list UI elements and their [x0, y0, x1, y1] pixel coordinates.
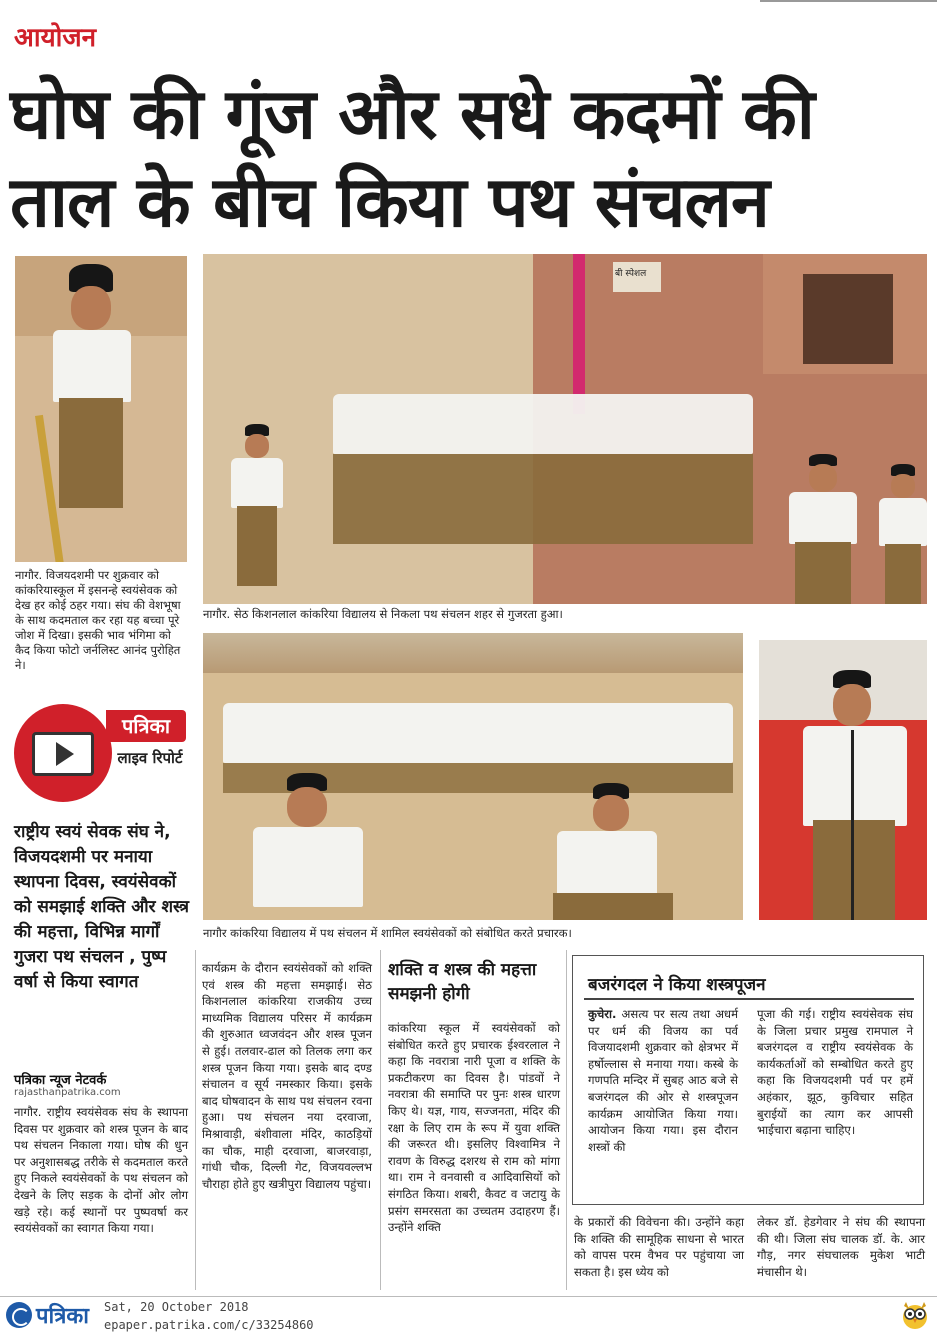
article-col-3: कांकरिया स्कूल में स्वयंसेवकों को संबोधित करते हुए प्रचारक ईश्वरलाल ने कहा कि नवरात्रा नारी पूजा व शक्ति के प्रकटीकरण का दिवस है। पांडवों ने नवरात्रा की समाप्ति पर पुनः शस्त्र धारण किए थे। यज्ञ, गाय, सज्जनता, मंदिर की रक्षा के लिए राम के रूप में युवा शक्ति की जरूरत थी। इसलिए विश्वामित्र ने रावण के विरुद्ध दशरथ से राम को मांगा था। राम ने वनवासी व आदिवासियों को संगठित किया। शबरी, कैवट व जटायु के प्रसंग समरसता का उच्चतम उदाहरण हैं। उन्होंने शक्ति	[388, 1021, 560, 1235]
footer-date: Sat, 20 October 2018	[104, 1300, 249, 1314]
byline: पत्रिका न्यूज नेटवर्क	[14, 1073, 107, 1088]
headline: घोष की गूंज और सधे कदमों की ताल के बीच किया पथ संचलन	[10, 73, 814, 243]
speaker-photo	[759, 640, 927, 920]
box-title-rule	[584, 998, 914, 1000]
march-photo	[203, 254, 927, 604]
top-rule	[760, 0, 937, 2]
live-brand: पत्रिका	[106, 710, 186, 742]
child-photo	[15, 256, 187, 562]
article-col-5: लेकर डॉ. हेडगेवार ने संघ की स्थापना की थी। जिला संघ चालक डॉ. के. आर गौड़, नगर संघचालक मुकेश भाटी मंचासीन थे।	[757, 1215, 925, 1279]
article-col-2: कार्यक्रम के दौरान स्वयंसेवकों को शक्ति एवं शस्त्र की महत्ता समझाई। सेठ किशनलाल कांकरिया राजकीय उच्च माध्यमिक विद्यालय परिसर में कार्यक्रम की शुरुआत ध्वजवंदन और शस्त्र पूजन से हुई। तलवार-ढाल को तिलक लगा कर शस्त्र पूजन किया गया। इसके बाद दण्ड संचालन व सूर्य नमस्कार किया। इसके बाद घोषवादन के साथ पथ संचलन रवना हुआ। पथ संचलन नया दरवाजा, मिश्रावाड़ी, बंशीवाला मंदिर, काठड़ियों का चौक, माही दरवाजा, बाजरवाड़ा, गांधी चौक, दिल्ली गेट, विजयवल्लभ चौराहा होते हुए खत्रीपुरा विद्यालय पहुंचा।	[202, 961, 372, 1191]
seated-photo-caption: नागौर कांकरिया विद्यालय में पथ संचलन में शामिल स्वयंसेवकों को संबोधित करते प्रचारक।	[203, 926, 572, 940]
summary: राष्ट्रीय स्वयं सेवक संघ ने, विजयदशमी पर मनाया स्थापना दिवस, स्वयंसेवकों को समझाई शक्ति और शस्त्र की महत्ता, विभिन्न मार्गों गुजरा पथ संचलन , पुष्प वर्षा से किया स्वागत	[14, 822, 190, 992]
footer-url[interactable]: epaper.patrika.com/c/33254860	[104, 1318, 314, 1332]
column-rule	[195, 950, 196, 1290]
article-subhead: शक्ति व शस्त्र की महत्ता समझनी होगी	[388, 960, 537, 1004]
box-left-text	[588, 1006, 738, 1155]
box-right-text: पूजा की गई। राष्ट्रीय स्वयंसेवक संघ के जिला प्रचार प्रमुख रामपाल ने बजरंगदल व राष्ट्रीय स्वयंसेवक के कार्यकर्ताओं को सम्बोधित करते हुए कहा कि विजयदशमी पर्व पर हमें अहंकार, झूठ, कुविचार सहित बुराईयों का त्याग कर आपसी भाईचारा बढ़ाना चाहिए।	[757, 1007, 913, 1138]
seated-photo	[203, 633, 743, 920]
live-label: लाइव रिपोर्ट	[117, 749, 183, 767]
column-rule	[380, 950, 381, 1290]
wall-sign: बी स्पेशल	[615, 269, 647, 279]
box-left-body: असत्य पर सत्य तथा अधर्म पर धर्म की विजय का पर्व विजयादशमी शुक्रवार को क्षेत्रभर में हर्षोल्लास से मनाया गया। कस्बे के गणपति मन्दिर में सुबह आठ बजे से बजरंगदल की ओर से शस्त्रपूजन कार्यक्रम आयोजित किया गया। आयोजन किया गया। इस दौरान शस्त्रों की	[588, 1007, 738, 1154]
box-place: कुचेरा.	[588, 1007, 617, 1021]
footer-rule	[0, 1296, 937, 1297]
patrika-logo-icon[interactable]	[6, 1302, 32, 1328]
box-title: बजरंगदल ने किया शस्त्रपूजन	[588, 975, 766, 995]
play-icon	[56, 742, 74, 766]
child-photo-caption: नागौर. विजयदशमी पर शुक्रवार को कांकरियास्कूल में इसनन्हे स्वयंसेवक को देख हर कोई ठहर गया। संघ की वेशभूषा के साथ कदमताल कर रहा यह बच्चा पूरे जोश में दिखा। इसकी भाव भंगिमा को कैद किया फोटो जर्नलिस्ट आनंद पुरोहित ने।	[15, 568, 181, 672]
owl-icon	[902, 1300, 928, 1330]
column-rule	[566, 950, 567, 1290]
live-report-badge[interactable]	[14, 704, 186, 800]
section-tag: आयोजन	[14, 23, 97, 53]
byline-site: rajasthanpatrika.com	[14, 1087, 121, 1098]
article-col-1: नागौर. राष्ट्रीय स्वयंसेवक संघ के स्थापना दिवस पर शुक्रवार को शस्त्र पूजन के बाद पथ संचलन निकाला गया। घोष की धुन पर अनुशासबद्ध तरीके से कदमताल करते हुए निकले स्वयंसेवकों के पथ संचलन को देखने के लिए सड़क के दोनों ओर लोग खड़े रहे। कई स्थानों पर पुष्पवर्षा कर स्वयंसेवकों का स्वागत किया गया।	[14, 1105, 188, 1236]
march-photo-caption: नागौर. सेठ किशनलाल कांकरिया विद्यालय से निकला पथ संचलन शहर से गुजरता हुआ।	[203, 607, 563, 621]
article-col-4: के प्रकारों की विवेचना की। उन्होंने कहा कि शक्ति की सामूहिक साधना से भारत को वापस परम वैभव पर पहुंचाया जा सकता है। इस ध्येय को	[574, 1215, 744, 1279]
footer-brand[interactable]: पत्रिका	[36, 1304, 89, 1329]
